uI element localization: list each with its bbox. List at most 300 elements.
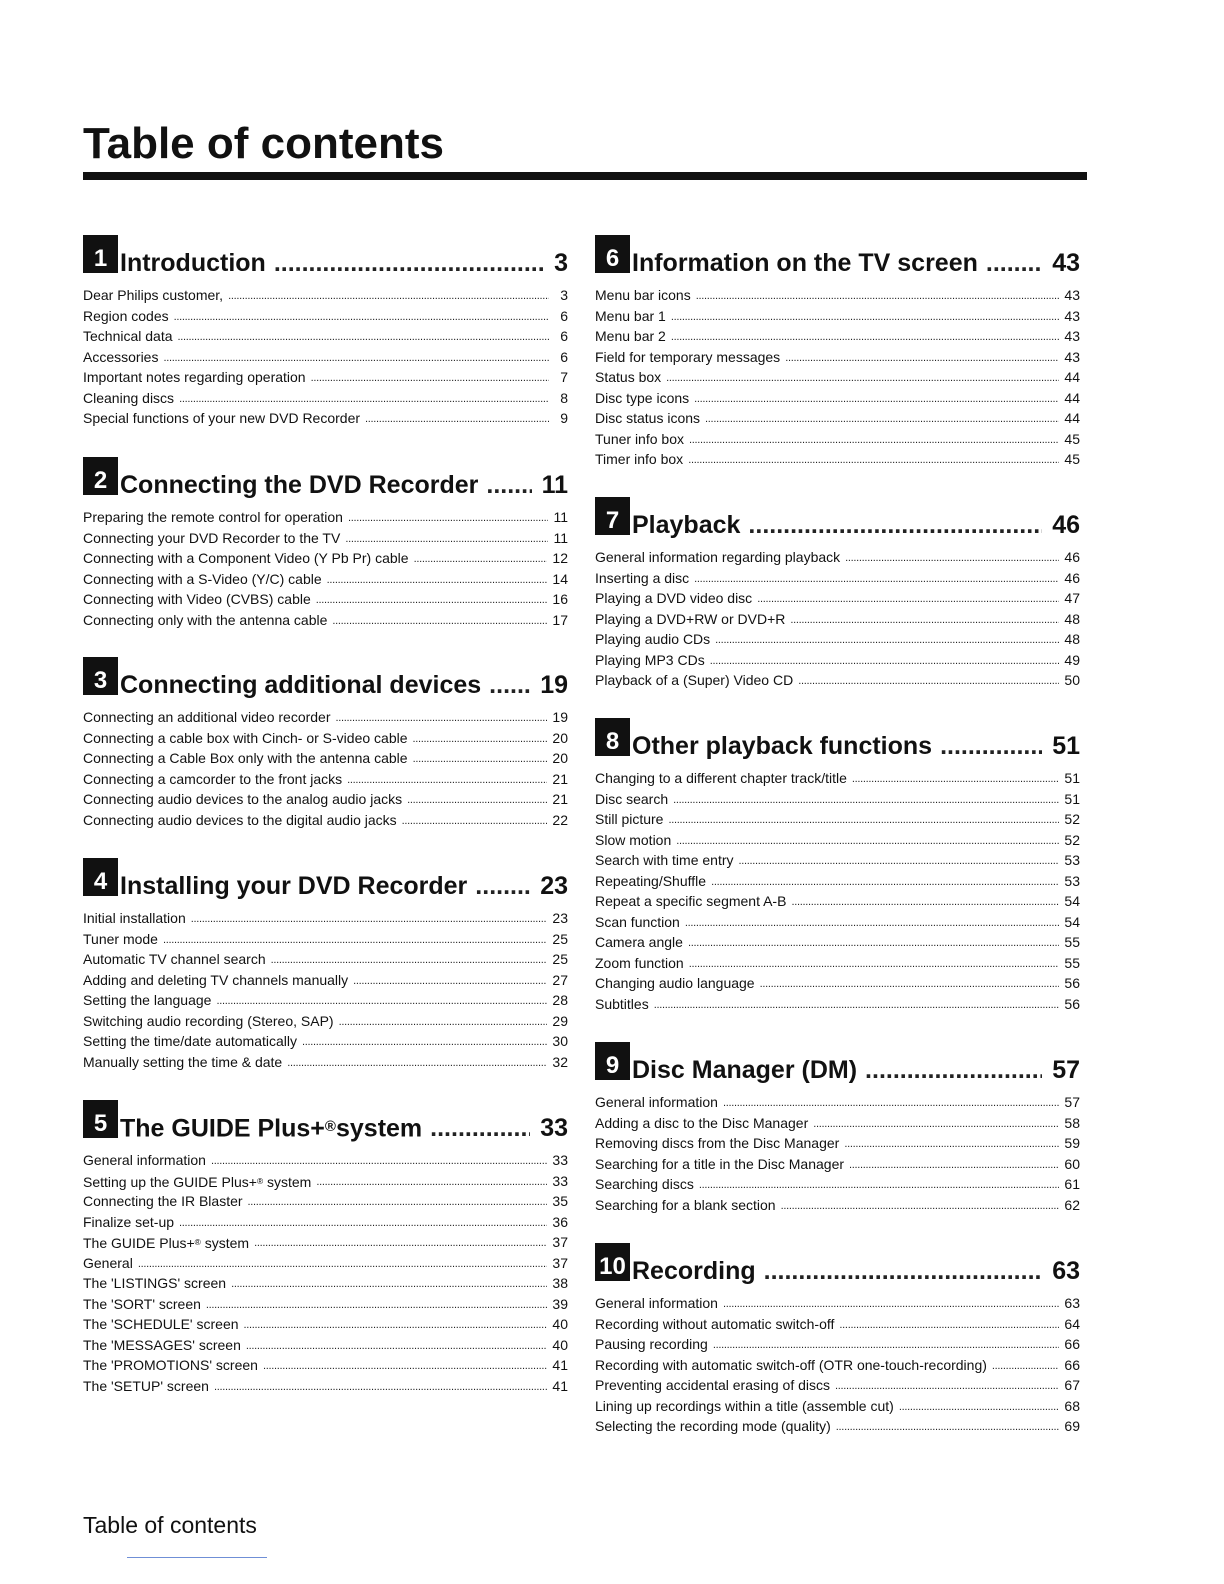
section-number-badge: 6: [595, 235, 630, 273]
title-rule: [83, 172, 1087, 180]
toc-entry: [83, 1052, 568, 1073]
toc-entry-page-number: 39: [552, 1295, 568, 1312]
section-entry-list: [83, 707, 568, 830]
toc-entry-page-number: 52: [1064, 811, 1080, 827]
toc-entry-page-number: 67: [1064, 1377, 1080, 1393]
toc-entry: [83, 1355, 568, 1376]
toc-entry: [595, 429, 1080, 450]
toc-entry-page-number: 45: [1064, 451, 1080, 467]
dot-leader: [228, 286, 549, 307]
toc-entry-title: The 'SETUP' screen: [83, 1377, 209, 1394]
section-page-number: 33: [540, 1114, 568, 1142]
toc-entry-title: Changing audio language: [595, 975, 755, 991]
toc-entry: [595, 891, 1080, 912]
section-entry-list: [595, 1092, 1080, 1215]
toc-entry-page-number: 46: [1064, 569, 1080, 586]
toc-entry-page-number: 11: [553, 509, 568, 525]
section-guide-plus-system: [83, 1100, 568, 1396]
toc-entry: [83, 1171, 568, 1192]
section-page-number: 19: [540, 671, 568, 699]
dot-leader: [311, 368, 549, 389]
toc-entry: [595, 285, 1080, 306]
toc-entry-page-number: 11: [553, 529, 568, 546]
toc-entry: [83, 1212, 568, 1233]
section-playback: [595, 497, 1080, 691]
section-entry-list: [83, 1150, 568, 1396]
toc-entry: [83, 347, 568, 368]
dot-leader: [248, 1192, 548, 1213]
toc-entry-page-number: 41: [552, 1377, 568, 1394]
dot-leader: [402, 811, 548, 832]
toc-entry-page-number: 46: [1064, 549, 1080, 565]
toc-entry-page-number: 23: [552, 910, 568, 926]
toc-entry-title: Inserting a disc: [595, 569, 690, 586]
dot-leader: [206, 1295, 548, 1316]
toc-entry-title: Connecting audio devices to the analog audio jacks: [83, 791, 403, 807]
dot-leader: [694, 569, 1059, 590]
section-title: Disc Manager (DM): [632, 1056, 858, 1084]
toc-entry-page-number: 56: [1064, 975, 1080, 991]
toc-entry: [83, 408, 568, 429]
section-page-number: 63: [1052, 1257, 1080, 1285]
toc-entry-title: Manually setting the time & date: [83, 1053, 283, 1070]
dot-leader: [345, 529, 548, 550]
dot-leader: [671, 327, 1060, 348]
toc-entry-page-number: 37: [552, 1254, 568, 1271]
toc-entry-page-number: 16: [552, 591, 568, 607]
toc-entry-title: General information regarding playback: [595, 549, 841, 565]
section-entry-list: [595, 285, 1080, 470]
dot-leader: [407, 790, 547, 811]
dot-leader: [865, 1057, 1042, 1083]
toc-entry-title: Tuner mode: [83, 930, 158, 947]
toc-entry: [595, 768, 1080, 789]
toc-entry-title: Playing a DVD+RW or DVD+R: [595, 610, 786, 627]
toc-entry-page-number: 36: [552, 1213, 568, 1230]
toc-entry: [595, 547, 1080, 568]
toc-entry-page-number: 48: [1064, 610, 1080, 627]
toc-entry-page-number: 44: [1064, 369, 1080, 385]
dot-leader: [668, 810, 1059, 831]
dot-leader: [179, 1213, 547, 1234]
toc-entry-page-number: 58: [1064, 1114, 1080, 1131]
toc-entry: [595, 830, 1080, 851]
toc-entry: [595, 973, 1080, 994]
toc-entry-title: The 'MESSAGES' screen: [83, 1336, 241, 1353]
toc-entry: [83, 810, 568, 831]
dot-leader: [673, 790, 1059, 811]
section-number-badge: 3: [83, 657, 118, 695]
toc-entry: [83, 285, 568, 306]
toc-entry-title: Technical data: [83, 328, 173, 344]
toc-entry-title: Setting the time/date automatically: [83, 1033, 298, 1049]
toc-entry: [83, 1150, 568, 1171]
dot-leader: [710, 651, 1060, 672]
dot-leader: [244, 1315, 548, 1336]
toc-entry-page-number: 25: [552, 951, 568, 967]
section-heading: [83, 657, 568, 699]
dot-leader: [689, 430, 1059, 451]
dot-leader: [940, 733, 1042, 759]
toc-entry-title: The 'SCHEDULE' screen: [83, 1316, 239, 1332]
section-heading: [595, 235, 1080, 277]
registered-mark: ®: [194, 1237, 201, 1247]
toc-entry: [83, 1191, 568, 1212]
dot-leader: [757, 589, 1059, 610]
dot-leader: [781, 1196, 1060, 1217]
dot-leader: [302, 1032, 547, 1053]
toc-entry-title: Still picture: [595, 811, 664, 827]
section-information-on-the-tv-screen: [595, 235, 1080, 470]
toc-entry-title: Disc type icons: [595, 389, 690, 406]
toc-entry-title: Zoom function: [595, 954, 684, 971]
toc-entry-title: Playback of a (Super) Video CD: [595, 672, 794, 688]
toc-entry: [83, 610, 568, 631]
toc-entry: [83, 388, 568, 409]
toc-entry: [595, 347, 1080, 368]
toc-entry-title: Menu bar 1: [595, 307, 666, 324]
dot-leader: [214, 1377, 547, 1398]
toc-entry-title: Pausing recording: [595, 1336, 708, 1352]
toc-entry: [595, 388, 1080, 409]
toc-entry-title: Menu bar 2: [595, 328, 666, 344]
dot-leader: [138, 1254, 548, 1275]
toc-entry-page-number: 7: [560, 369, 568, 385]
toc-entry-page-number: 55: [1064, 934, 1080, 950]
section-number-badge: 1: [83, 235, 118, 273]
toc-entry-page-number: 44: [1064, 410, 1080, 426]
dot-leader: [715, 630, 1059, 651]
toc-entry: [83, 1273, 568, 1294]
dot-leader: [835, 1376, 1059, 1397]
toc-entry-title: Removing discs from the Disc Manager: [595, 1135, 840, 1151]
section-other-playback-functions: [595, 718, 1080, 1014]
toc-entry-title: Repeating/Shuffle: [595, 872, 707, 889]
dot-leader: [785, 348, 1059, 369]
toc-entry-title: Finalize set-up: [83, 1213, 175, 1230]
toc-entry: [595, 1396, 1080, 1417]
toc-entry-title: Connecting the IR Blaster: [83, 1193, 243, 1209]
dot-leader: [845, 548, 1059, 569]
toc-entry-page-number: 12: [552, 550, 568, 566]
dot-leader: [699, 1175, 1060, 1196]
dot-leader: [813, 1114, 1059, 1135]
toc-entry: [595, 1375, 1080, 1396]
toc-entry-title: Dear Philips customer,: [83, 287, 224, 303]
toc-entry: [83, 728, 568, 749]
section-page-number: 43: [1052, 249, 1080, 277]
toc-entry: [83, 507, 568, 528]
section-page-number: 23: [540, 872, 568, 900]
section-title: Recording: [632, 1257, 756, 1285]
toc-entry: [595, 809, 1080, 830]
toc-entry: [595, 629, 1080, 650]
toc-entry-title: General information: [595, 1094, 718, 1110]
toc-entry-title: Connecting with Video (CVBS) cable: [83, 591, 311, 607]
section-connecting-the-dvd-recorder: [83, 457, 568, 630]
section-heading: [595, 1243, 1080, 1285]
section-entry-list: [83, 285, 568, 429]
toc-entry-page-number: 17: [552, 611, 568, 628]
toc-entry-title: Connecting with a Component Video (Y Pb Pr) cable: [83, 550, 409, 566]
toc-entry-title: Searching for a title in the Disc Manager: [595, 1155, 845, 1172]
dot-leader: [790, 610, 1059, 631]
toc-entry: [595, 326, 1080, 347]
toc-entry: [595, 650, 1080, 671]
section-title: Installing your DVD Recorder: [120, 872, 468, 900]
toc-entry-page-number: 30: [552, 1033, 568, 1049]
toc-entry-page-number: 6: [560, 348, 568, 365]
toc-entry: [595, 367, 1080, 388]
toc-entry-title: The 'SORT' screen: [83, 1295, 201, 1312]
dot-leader: [849, 1155, 1059, 1176]
toc-entry-page-number: 61: [1064, 1176, 1080, 1192]
dot-leader: [413, 749, 548, 770]
toc-entry-page-number: 33: [552, 1152, 568, 1168]
toc-entry-title: The GUIDE Plus+® system: [83, 1234, 250, 1251]
toc-entry: [595, 1154, 1080, 1175]
section-title: Playback: [632, 511, 741, 539]
toc-entry: [595, 994, 1080, 1015]
toc-entry-title: Repeat a specific segment A-B: [595, 893, 787, 909]
toc-entry: [83, 769, 568, 790]
toc-entry-title: The 'PROMOTIONS' screen: [83, 1357, 258, 1373]
toc-entry-page-number: 9: [560, 410, 568, 426]
toc-entry-title: Playing a DVD video disc: [595, 590, 753, 606]
toc-entry-title: Selecting the recording mode (quality): [595, 1418, 831, 1434]
toc-entry-page-number: 21: [552, 791, 568, 807]
toc-entry: [83, 1294, 568, 1315]
section-title: Other playback functions: [632, 732, 933, 760]
toc-entry-page-number: 50: [1064, 672, 1080, 688]
toc-entry: [595, 912, 1080, 933]
toc-entry: [83, 326, 568, 347]
section-entry-list: [595, 547, 1080, 691]
dot-leader: [899, 1397, 1060, 1418]
dot-leader: [191, 909, 548, 930]
section-heading: [595, 1042, 1080, 1084]
toc-entry-page-number: 43: [1064, 348, 1080, 365]
toc-entry-title: Setting the language: [83, 992, 212, 1008]
section-entry-list: [83, 507, 568, 630]
toc-entry: [83, 1011, 568, 1032]
toc-entry-page-number: 40: [552, 1316, 568, 1332]
toc-entry: [595, 871, 1080, 892]
toc-entry: [595, 609, 1080, 630]
dot-leader: [798, 671, 1059, 692]
toc-entry-page-number: 57: [1064, 1094, 1080, 1110]
toc-entry: [83, 589, 568, 610]
section-title: Connecting the DVD Recorder: [120, 471, 479, 499]
section-heading: [83, 1100, 568, 1142]
section-title: Connecting additional devices: [120, 671, 482, 699]
section-number-badge: 2: [83, 457, 118, 495]
toc-entry-page-number: 33: [552, 1172, 568, 1189]
toc-entry-title: Menu bar icons: [595, 287, 691, 303]
dot-leader: [216, 991, 547, 1012]
toc-entry-page-number: 48: [1064, 631, 1080, 647]
dot-leader: [705, 409, 1059, 430]
section-number-badge: 7: [595, 497, 630, 535]
toc-entry: [595, 588, 1080, 609]
toc-entry-page-number: 53: [1064, 872, 1080, 889]
toc-entry-title: Subtitles: [595, 995, 649, 1012]
toc-entry-title: The 'LISTINGS' screen: [83, 1275, 227, 1291]
section-connecting-additional-devices: [83, 657, 568, 830]
toc-entry-page-number: 66: [1064, 1356, 1080, 1373]
section-page-number: 3: [554, 249, 568, 277]
toc-entry-title: Playing MP3 CDs: [595, 651, 705, 668]
toc-entry: [595, 1195, 1080, 1216]
toc-entry-page-number: 27: [552, 971, 568, 988]
section-installing-your-dvd-recorder: [83, 858, 568, 1072]
toc-entry-page-number: 60: [1064, 1155, 1080, 1172]
toc-entry-title: Camera angle: [595, 934, 683, 950]
toc-entry: [595, 789, 1080, 810]
toc-entry-title: Preventing accidental erasing of discs: [595, 1377, 831, 1393]
toc-entry: [83, 1376, 568, 1397]
footer-underline: [127, 1557, 267, 1558]
toc-entry: [83, 707, 568, 728]
toc-entry-page-number: 6: [560, 328, 568, 344]
toc-entry: [595, 1092, 1080, 1113]
dot-leader: [211, 1151, 547, 1172]
dot-leader: [163, 930, 547, 951]
toc-entry: [83, 949, 568, 970]
dot-leader: [430, 1115, 530, 1141]
toc-entry: [83, 908, 568, 929]
toc-entry-page-number: 43: [1064, 328, 1080, 344]
registered-mark: ®: [324, 1117, 336, 1135]
dot-leader: [327, 570, 548, 591]
dot-leader: [986, 250, 1042, 276]
dot-leader: [231, 1274, 547, 1295]
toc-entry-title: Changing to a different chapter track/title: [595, 770, 847, 786]
dot-leader: [414, 549, 548, 570]
toc-entry-title: General information: [595, 1295, 718, 1311]
toc-entry-title: Playing audio CDs: [595, 631, 711, 647]
section-number-badge: 9: [595, 1042, 630, 1080]
toc-entry: [83, 1232, 568, 1253]
dot-leader: [688, 450, 1059, 471]
dot-leader: [739, 851, 1060, 872]
toc-entry-title: Connecting a cable box with Cinch- or S-video cable: [83, 729, 408, 746]
dot-leader: [694, 389, 1059, 410]
dot-leader: [654, 995, 1060, 1016]
section-title: Information on the TV screen: [632, 249, 978, 277]
toc-entry-title: Accessories: [83, 348, 159, 365]
dot-leader: [689, 954, 1060, 975]
toc-entry-page-number: 43: [1064, 287, 1080, 303]
section-number-badge: 5: [83, 1100, 118, 1138]
section-number-badge: 10: [595, 1243, 630, 1281]
dot-leader: [711, 872, 1059, 893]
toc-entry-title: Searching discs: [595, 1176, 694, 1192]
dot-leader: [723, 1093, 1059, 1114]
toc-entry: [83, 789, 568, 810]
toc-entry-page-number: 47: [1064, 590, 1080, 606]
toc-entry-page-number: 40: [552, 1336, 568, 1353]
dot-leader: [696, 286, 1060, 307]
toc-entry: [83, 970, 568, 991]
toc-entry: [595, 953, 1080, 974]
section-number-badge: 4: [83, 858, 118, 896]
toc-entry-title: Connecting a Cable Box only with the antenna cable: [83, 750, 408, 766]
dot-leader: [760, 974, 1060, 995]
section-heading: [83, 457, 568, 499]
section-heading: [595, 718, 1080, 760]
toc-entry-page-number: 14: [552, 570, 568, 587]
toc-entry-title: General information: [83, 1152, 206, 1168]
dot-leader: [992, 1356, 1060, 1377]
toc-entry: [595, 1174, 1080, 1195]
toc-entry: [83, 1335, 568, 1356]
section-heading: [83, 235, 568, 277]
section-heading: [83, 858, 568, 900]
toc-entry-page-number: 63: [1064, 1295, 1080, 1311]
toc-entry-title: Adding and deleting TV channels manually: [83, 971, 349, 988]
toc-entry-page-number: 25: [552, 930, 568, 947]
toc-entry-title: Preparing the remote control for operation: [83, 509, 343, 525]
toc-entry: [595, 1133, 1080, 1154]
dot-leader: [748, 512, 1042, 538]
dot-leader: [263, 1356, 547, 1377]
toc-entry-page-number: 38: [552, 1275, 568, 1291]
toc-entry-page-number: 53: [1064, 852, 1080, 868]
toc-entry: [595, 1314, 1080, 1335]
toc-entry-page-number: 54: [1064, 913, 1080, 930]
registered-mark: ®: [256, 1175, 264, 1186]
dot-leader: [475, 873, 530, 899]
toc-entry-title: Important notes regarding operation: [83, 369, 306, 385]
dot-leader: [274, 250, 544, 276]
section-heading: [595, 497, 1080, 539]
toc-entry-page-number: 44: [1064, 389, 1080, 406]
toc-entry-title: Recording without automatic switch-off: [595, 1315, 835, 1332]
toc-entry: [83, 367, 568, 388]
section-disc-manager: [595, 1042, 1080, 1215]
toc-entry-title: Disc status icons: [595, 410, 701, 426]
toc-entry: [83, 929, 568, 950]
dot-leader: [671, 307, 1060, 328]
dot-leader: [852, 769, 1060, 790]
toc-entry-page-number: 35: [552, 1193, 568, 1209]
footer-title: Table of contents: [83, 1512, 257, 1538]
toc-entry-title: Recording with automatic switch-off (OTR one-touch-recording): [595, 1356, 987, 1373]
toc-entry-title: Switching audio recording (Stereo, SAP): [83, 1012, 334, 1029]
section-entry-list: [595, 1293, 1080, 1437]
toc-entry-page-number: 6: [560, 307, 568, 324]
toc-entry-page-number: 37: [552, 1234, 568, 1250]
toc-entry-page-number: 69: [1064, 1418, 1080, 1434]
toc-entry-page-number: 59: [1064, 1135, 1080, 1151]
dot-leader: [413, 729, 548, 750]
toc-entry-title: Searching for a blank section: [595, 1196, 776, 1213]
toc-entry: [83, 1253, 568, 1274]
toc-entry-title: Region codes: [83, 307, 169, 324]
toc-entry-title: Connecting your DVD Recorder to the TV: [83, 529, 341, 546]
toc-entry-title: Tuner info box: [595, 430, 684, 447]
section-entry-list: [595, 768, 1080, 1014]
dot-leader: [713, 1335, 1060, 1356]
dot-leader: [666, 368, 1059, 389]
toc-entry-page-number: 29: [552, 1012, 568, 1029]
dot-leader: [365, 409, 549, 430]
toc-entry-title: Connecting audio devices to the digital audio jacks: [83, 811, 397, 828]
toc-entry: [595, 1334, 1080, 1355]
dot-leader: [348, 508, 549, 529]
dot-leader: [316, 590, 548, 611]
